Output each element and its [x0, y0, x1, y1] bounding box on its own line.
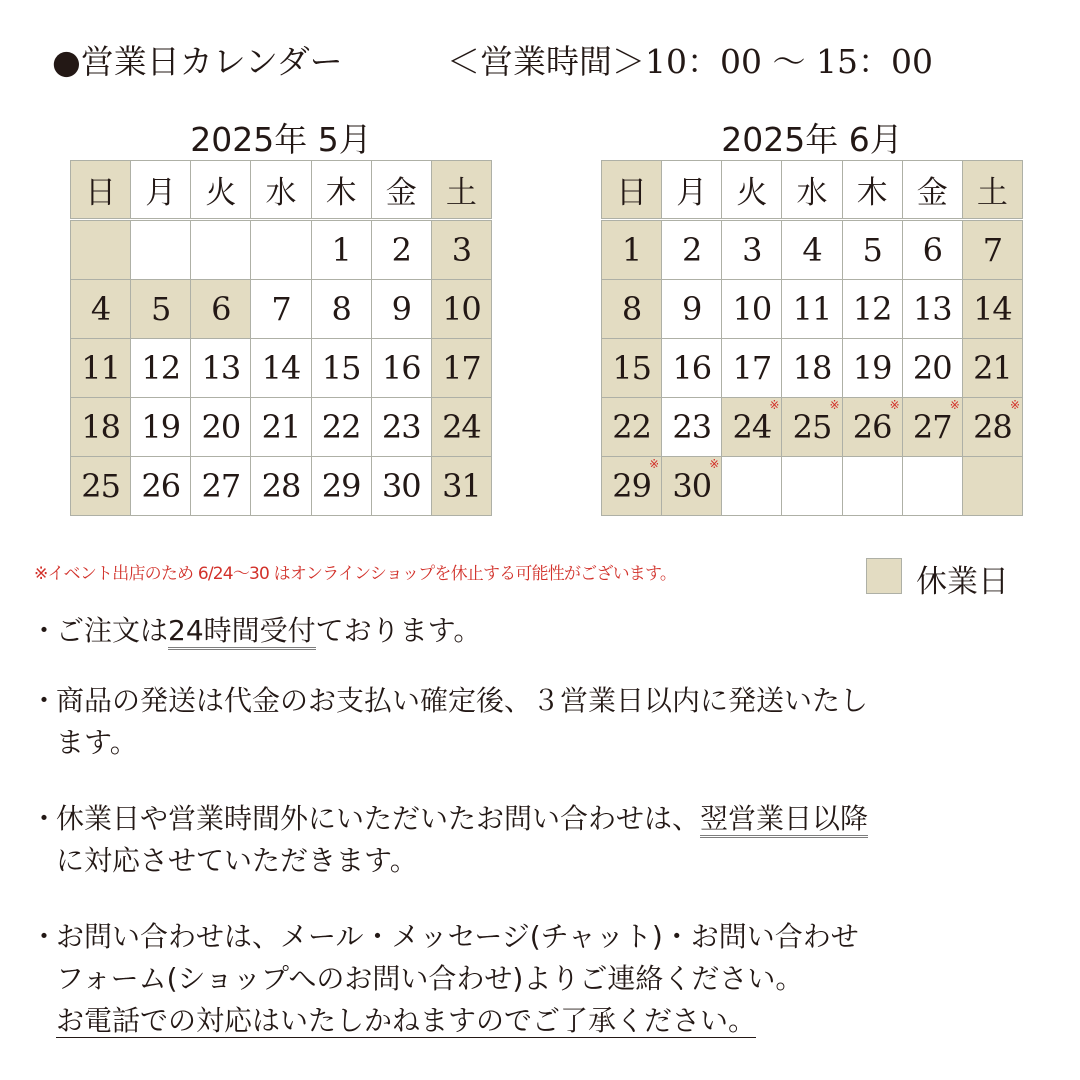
- business-hours-times: 10：00 ～ 15：00: [645, 42, 933, 81]
- day-number: 26: [141, 467, 181, 505]
- weekday-header: 火: [191, 161, 251, 220]
- day-number: 11: [81, 349, 120, 387]
- day-number: 6: [922, 231, 942, 269]
- day-cell: [722, 280, 782, 339]
- day-number: 20: [912, 349, 952, 387]
- day-cell: [191, 220, 251, 280]
- list-item: [26, 610, 1056, 652]
- day-number: 27: [912, 408, 952, 446]
- day-number: 3: [451, 231, 472, 269]
- day-number: 29: [612, 467, 651, 505]
- day-number: 23: [381, 408, 421, 446]
- weekday-header: 木: [311, 161, 371, 220]
- day-number: 5: [862, 231, 882, 269]
- day-cell: [251, 220, 311, 280]
- weekday-header: 月: [662, 161, 722, 220]
- day-number: 19: [852, 349, 892, 387]
- event-mark: ※: [829, 398, 840, 412]
- closed-day-cell: [431, 457, 491, 516]
- closed-day-cell: [602, 339, 662, 398]
- day-cell: [191, 398, 251, 457]
- contact-text-line1: お問い合わせは、メール・メッセージ(チャット)・お問い合わせ: [56, 920, 859, 953]
- day-cell: [722, 339, 782, 398]
- next-business-day-emphasis: 翌営業日以降: [700, 802, 868, 838]
- day-number: 9: [391, 290, 411, 328]
- day-number: 30: [672, 467, 712, 505]
- day-number: 17: [732, 349, 772, 387]
- day-number: 16: [672, 349, 712, 387]
- closed-day-cell: [662, 457, 722, 516]
- day-number: 22: [612, 408, 651, 446]
- closed-day-cell: [602, 280, 662, 339]
- day-cell: [131, 398, 191, 457]
- day-cell: [902, 457, 962, 516]
- day-number: 2: [391, 231, 411, 269]
- closed-day-cell: [962, 220, 1022, 280]
- day-cell: [371, 280, 431, 339]
- weekday-header-row: [71, 161, 492, 220]
- day-cell: [371, 339, 431, 398]
- day-number: 11: [792, 290, 832, 328]
- day-cell: [842, 457, 902, 516]
- page-title: ●営業日カレンダー: [52, 42, 343, 81]
- closed-day-cell: [962, 398, 1022, 457]
- event-mark: ※: [949, 398, 960, 412]
- day-cell: [251, 280, 311, 339]
- weekday-header: 水: [782, 161, 842, 220]
- day-number: 28: [261, 467, 301, 505]
- contact-text-line2: フォーム(ショップへのお問い合わせ)よりご連絡ください。: [56, 962, 804, 995]
- day-cell: [842, 220, 902, 280]
- day-number: 9: [682, 290, 702, 328]
- day-number: 6: [211, 290, 231, 328]
- weekday-header: 木: [842, 161, 902, 220]
- weekday-header: 日: [602, 161, 662, 220]
- closed-day-cell: [842, 398, 902, 457]
- calendar-week-row: [602, 280, 1023, 339]
- day-number: 3: [742, 231, 762, 269]
- event-mark: ※: [649, 457, 660, 471]
- day-cell: [371, 398, 431, 457]
- calendar-week-row: [602, 339, 1023, 398]
- day-cell: [311, 339, 371, 398]
- day-number: 12: [852, 290, 892, 328]
- list-item: [26, 680, 1056, 764]
- day-number: 7: [982, 231, 1003, 269]
- day-number: 14: [973, 290, 1012, 328]
- day-number: 23: [672, 408, 712, 446]
- day-number: 5: [151, 290, 171, 328]
- closed-day-cell: [902, 398, 962, 457]
- day-number: 7: [271, 290, 291, 328]
- day-number: 25: [792, 408, 832, 446]
- day-number: 20: [201, 408, 241, 446]
- no-phone-notice: お電話での対応はいたしかねますのでご了承ください。: [56, 1004, 757, 1037]
- day-number: 21: [973, 349, 1012, 387]
- list-item: [26, 916, 1056, 1042]
- business-hours: [447, 36, 933, 83]
- day-number: 8: [621, 290, 642, 328]
- weekday-header: 火: [722, 161, 782, 220]
- day-number: 29: [321, 467, 361, 505]
- day-cell: [371, 220, 431, 280]
- event-mark: ※: [709, 457, 720, 471]
- closed-day-cell: [71, 220, 131, 280]
- calendar-week-row: [71, 398, 492, 457]
- closed-day-cell: [71, 339, 131, 398]
- bullet-dot: ・: [30, 684, 59, 717]
- bullet-dot: ・: [30, 614, 59, 647]
- calendar-june: [601, 160, 1023, 516]
- closed-day-legend-label: 休業日: [916, 564, 1009, 600]
- calendar-week-row: [71, 220, 492, 280]
- day-cell: [191, 339, 251, 398]
- day-cell: [782, 339, 842, 398]
- day-number: 30: [381, 467, 421, 505]
- day-number: 26: [852, 408, 892, 446]
- order-text-pre: ご注文は: [56, 614, 169, 647]
- day-number: 4: [802, 231, 822, 269]
- weekday-header: 土: [431, 161, 491, 220]
- shipping-text-line2: ます。: [56, 726, 138, 759]
- closed-day-cell: [431, 220, 491, 280]
- day-cell: [662, 220, 722, 280]
- day-cell: [251, 339, 311, 398]
- calendar-week-row: [602, 457, 1023, 516]
- calendar-title-may: 2025年 5月: [190, 120, 372, 159]
- day-cell: [371, 457, 431, 516]
- day-cell: [842, 280, 902, 339]
- closed-day-cell: [71, 280, 131, 339]
- day-cell: [842, 339, 902, 398]
- closed-day-cell: [962, 280, 1022, 339]
- day-number: 2: [682, 231, 702, 269]
- day-cell: [782, 280, 842, 339]
- day-cell: [131, 220, 191, 280]
- business-hours-label: ＜営業時間＞: [447, 42, 645, 81]
- day-cell: [782, 220, 842, 280]
- day-number: 22: [321, 408, 361, 446]
- closed-day-cell: [602, 457, 662, 516]
- bullet-dot: ・: [30, 802, 59, 835]
- day-number: 24: [442, 408, 481, 446]
- day-cell: [251, 457, 311, 516]
- day-number: 19: [141, 408, 181, 446]
- day-cell: [662, 280, 722, 339]
- closed-day-cell: [71, 457, 131, 516]
- day-cell: [311, 280, 371, 339]
- calendar-week-row: [71, 457, 492, 516]
- closed-day-cell: [782, 398, 842, 457]
- weekday-header: 金: [902, 161, 962, 220]
- weekday-header: 土: [962, 161, 1022, 220]
- day-number: 21: [261, 408, 301, 446]
- day-cell: [311, 398, 371, 457]
- day-number: 18: [81, 408, 120, 446]
- day-cell: [662, 398, 722, 457]
- calendar-week-row: [71, 339, 492, 398]
- closed-day-cell: [962, 457, 1022, 516]
- closed-day-cell: [71, 398, 131, 457]
- order-24h-emphasis: 24時間受付: [168, 614, 316, 650]
- calendar-week-row: [71, 280, 492, 339]
- closed-day-cell: [431, 398, 491, 457]
- event-mark: ※: [1009, 398, 1020, 412]
- day-number: 24: [732, 408, 772, 446]
- day-cell: [131, 457, 191, 516]
- closed-day-legend-swatch: [866, 558, 902, 594]
- day-cell: [902, 220, 962, 280]
- day-cell: [662, 339, 722, 398]
- weekday-header: 日: [71, 161, 131, 220]
- calendar-title-june: 2025年 6月: [721, 120, 903, 159]
- day-number: 14: [261, 349, 301, 387]
- inquiry-reply-text-line2: に対応させていただきます。: [56, 844, 418, 877]
- day-cell: [191, 457, 251, 516]
- closed-day-cell: [602, 220, 662, 280]
- event-mark: ※: [769, 398, 780, 412]
- day-cell: [722, 220, 782, 280]
- weekday-header-row: [602, 161, 1023, 220]
- day-number: 25: [81, 467, 120, 505]
- closed-day-cell: [962, 339, 1022, 398]
- shipping-text-line1: 商品の発送は代金のお支払い確定後、３営業日以内に発送いたし: [56, 684, 869, 717]
- day-number: 28: [973, 408, 1012, 446]
- closed-day-cell: [431, 339, 491, 398]
- day-number: 10: [442, 290, 481, 328]
- weekday-header: 月: [131, 161, 191, 220]
- calendar-week-row: [602, 398, 1023, 457]
- closed-day-cell: [602, 398, 662, 457]
- list-item: [26, 798, 1056, 882]
- day-cell: [131, 339, 191, 398]
- day-number: 18: [792, 349, 832, 387]
- event-mark: ※: [889, 398, 900, 412]
- day-number: 15: [321, 349, 361, 387]
- bullet-dot: ・: [30, 920, 59, 953]
- day-cell: [902, 280, 962, 339]
- event-notice: ※イベント出店のため 6/24～30 はオンラインショップを休止する可能性がございます。: [34, 564, 677, 584]
- day-number: 17: [442, 349, 481, 387]
- day-cell: [311, 457, 371, 516]
- day-number: 10: [732, 290, 772, 328]
- day-cell: [722, 457, 782, 516]
- calendar-week-row: [602, 220, 1023, 280]
- day-number: 12: [141, 349, 181, 387]
- day-number: 13: [201, 349, 241, 387]
- day-number: 15: [612, 349, 651, 387]
- inquiry-reply-text-pre: 休業日や営業時間外にいただいたお問い合わせは、: [56, 802, 701, 835]
- day-cell: [902, 339, 962, 398]
- closed-day-cell: [722, 398, 782, 457]
- closed-day-cell: [131, 280, 191, 339]
- closed-day-cell: [431, 280, 491, 339]
- calendar-may: [70, 160, 492, 516]
- day-number: 4: [90, 290, 111, 328]
- closed-day-cell: [191, 280, 251, 339]
- weekday-header: 金: [371, 161, 431, 220]
- day-number: 8: [331, 290, 351, 328]
- day-number: 27: [201, 467, 241, 505]
- day-number: 1: [331, 231, 351, 269]
- day-cell: [782, 457, 842, 516]
- day-number: 31: [442, 467, 481, 505]
- day-cell: [251, 398, 311, 457]
- day-number: 1: [621, 231, 642, 269]
- weekday-header: 水: [251, 161, 311, 220]
- day-number: 16: [381, 349, 421, 387]
- day-cell: [311, 220, 371, 280]
- order-text-post: ております。: [315, 614, 482, 647]
- day-number: 13: [912, 290, 952, 328]
